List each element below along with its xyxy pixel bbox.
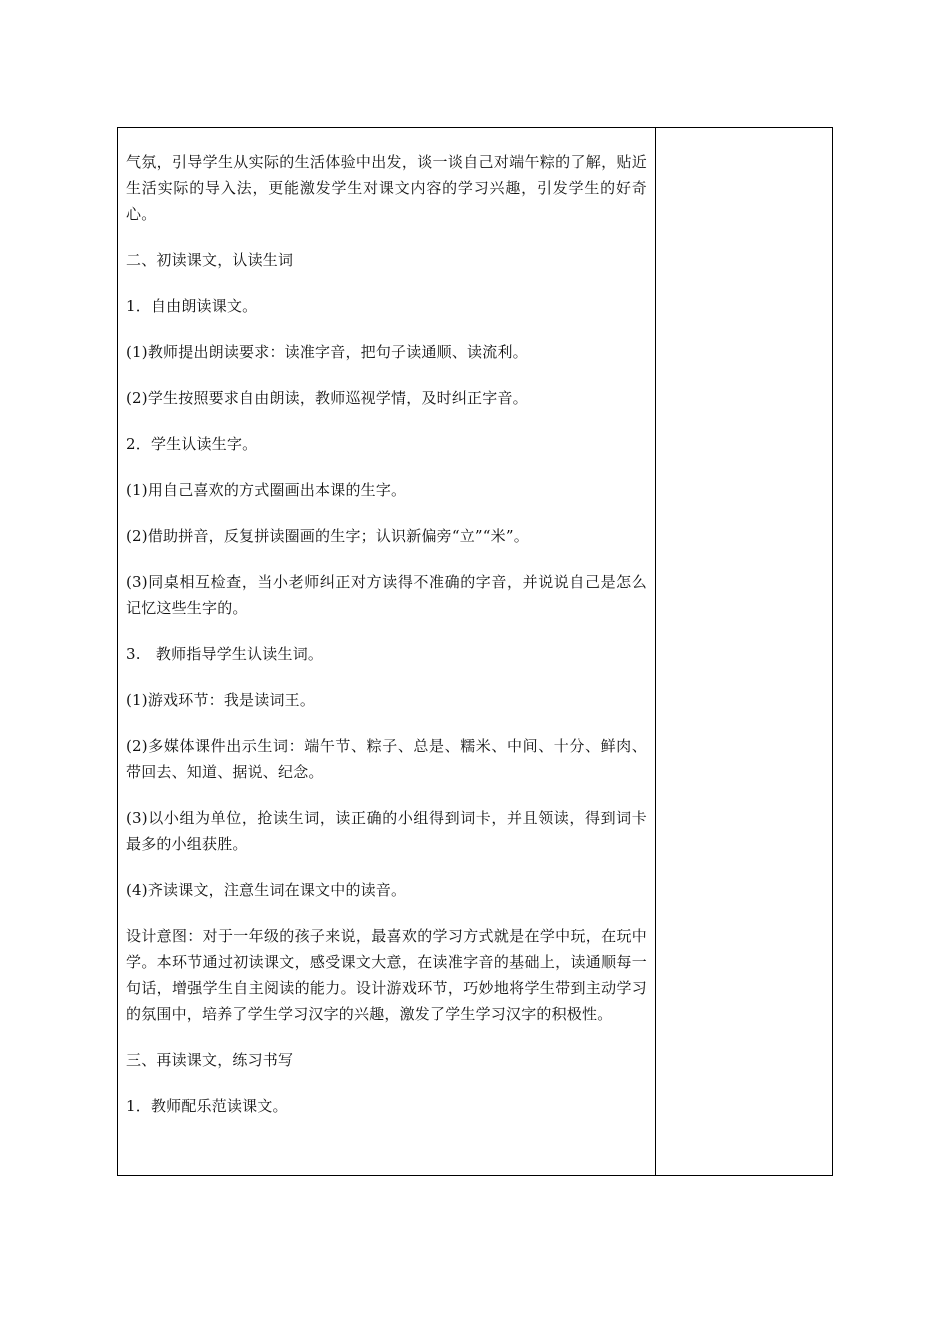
lesson-plan-table [117, 127, 833, 1176]
sub-step-paragraph: (3)同桌相互检查，当小老师纠正对方读得不准确的字音，并说说自己是怎么记忆这些生字的。 [126, 573, 647, 617]
sub-step-paragraph: (1)教师提出朗读要求：读准字音，把句子读通顺、读流利。 [126, 343, 528, 361]
step-model-reading: 1．教师配乐范读课文。 [126, 1097, 288, 1115]
section-heading-rereading: 三、再读课文，练习书写 [126, 1051, 294, 1069]
section-heading-first-reading: 二、初读课文，认读生词 [126, 251, 294, 269]
step-free-reading: 1．自由朗读课文。 [126, 297, 258, 315]
sub-step-paragraph: (1)用自己喜欢的方式圈画出本课的生字。 [126, 481, 407, 499]
sub-step-paragraph: (4)齐读课文，注意生词在课文中的读音。 [126, 881, 407, 899]
sub-step-paragraph: (2)借助拼音，反复拼读圈画的生字；认识新偏旁“立”“米”。 [126, 527, 529, 545]
intro-design-paragraph: 气氛，引导学生从实际的生活体验中出发，谈一谈自己对端午粽的了解，贴近生活实际的导入法，更能激发学生对课文内容的学习兴趣，引发学生的好奇心。 [126, 153, 647, 223]
sub-step-paragraph: (2)多媒体课件出示生词：端午节、粽子、总是、糯米、中间、十分、鲜肉、带回去、知道、据说、纪念。 [126, 737, 647, 781]
main-content-cell [118, 128, 656, 1175]
sub-step-paragraph: (2)学生按照要求自由朗读，教师巡视学情，及时纠正字音。 [126, 389, 528, 407]
notes-cell [656, 128, 832, 1175]
design-intent-paragraph: 设计意图：对于一年级的孩子来说，最喜欢的学习方式就是在学中玩，在玩中学。本环节通过初读课文，感受课文大意，在读准字音的基础上，读通顺每一句话，增强学生自主阅读的能力。设计游戏环节，巧妙地将学生带到主动学习的氛围中，培养了学生学习汉字的兴趣，激发了学生学习汉字的积极性。 [126, 927, 647, 1023]
step-word-reading: 3. 教师指导学生认读生词。 [126, 645, 324, 663]
sub-step-paragraph: (1)游戏环节：我是读词王。 [126, 691, 316, 709]
sub-step-paragraph: (3)以小组为单位，抢读生词，读正确的小组得到词卡，并且领读，得到词卡最多的小组获胜。 [126, 809, 647, 853]
step-character-reading: 2．学生认读生字。 [126, 435, 258, 453]
